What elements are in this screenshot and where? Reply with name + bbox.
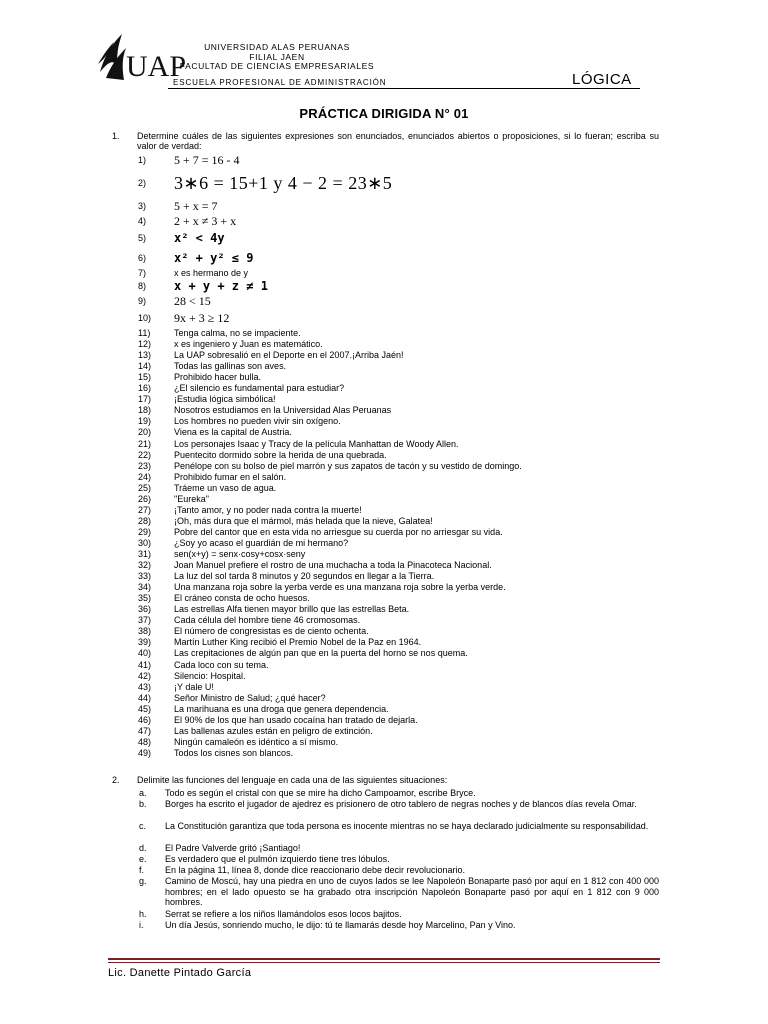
item-number: 1) <box>138 155 147 165</box>
item-text: Señor Ministro de Salud; ¿qué hacer? <box>174 692 326 703</box>
section-2-number: 2. <box>112 775 120 785</box>
item-text: El 90% de los que han usado cocaína han tratado de dejarla. <box>174 714 418 725</box>
header-divider <box>168 88 640 89</box>
section-2-instruction: Delimite las funciones del lenguaje en cada una de las siguientes situaciones: <box>137 775 448 785</box>
item-number: 39) <box>138 637 152 648</box>
item-text: x es ingeniero y Juan es matemático. <box>174 339 323 350</box>
item-number: 47) <box>138 725 152 736</box>
item-number: 3) <box>138 201 147 211</box>
item-letter: a. <box>139 788 147 798</box>
footer-author: Lic. Danette Pintado García <box>108 967 252 979</box>
item-text: ¡Tanto amor, y no poder nada contra la muerte! <box>174 504 362 515</box>
item-expression: 2 + x ≠ 3 + x <box>174 213 237 228</box>
item-expression: x² + y² ≤ 9 <box>174 250 254 265</box>
item-number: 8) <box>138 281 147 291</box>
item-text: Las ballenas azules están en peligro de extinción. <box>174 725 373 736</box>
item-letter: i. <box>139 920 144 930</box>
logo-text: UAP <box>126 50 187 83</box>
item-number: 46) <box>138 714 152 725</box>
item-number: 25) <box>138 482 152 493</box>
footer-divider-top <box>108 958 660 960</box>
item-text: Tenga calma, no se impaciente. <box>174 328 301 338</box>
item-text: Camino de Moscú, hay una piedra en uno de cuyos lados se lee Napoleón Bonaparte pasó por aquí en 1 812 con 400 000 hombres; en el lado opuesto se ha grabado otra inscripción Napoleón Bonaparte pasó por aquí en 1 812 con 9 000 hombres. <box>165 876 659 907</box>
item-number: 28) <box>138 515 152 526</box>
item-number: 42) <box>138 670 152 681</box>
item-text: Martín Luther King recibió el Premio Nobel de la Paz en 1964. <box>174 637 422 648</box>
item-letter: b. <box>139 799 147 809</box>
item-number: 22) <box>138 449 152 460</box>
item-number: 43) <box>138 681 152 692</box>
item-number: 4) <box>138 216 147 226</box>
item-text: Los personajes Isaac y Tracy de la película Manhattan de Woody Allen. <box>174 438 459 449</box>
item-text: Es verdadero que el pulmón izquierdo tiene tres lóbulos. <box>165 854 390 864</box>
item-text: Silencio: Hospital. <box>174 670 246 681</box>
item-letter: c. <box>139 821 147 831</box>
item-number: 24) <box>138 471 152 482</box>
item-number: 31) <box>138 549 152 559</box>
item-number: 45) <box>138 703 152 714</box>
item-text: La Constitución garantiza que toda persona es inocente mientras no se haya declarado judicialmente su responsabilidad. <box>165 821 649 831</box>
item-number: 36) <box>138 604 152 615</box>
item-letter: d. <box>139 843 147 853</box>
item-number: 20) <box>138 427 152 438</box>
item-number: 23) <box>138 460 152 471</box>
item-text: Las estrellas Alfa tienen mayor brillo que las estrellas Beta. <box>174 604 410 615</box>
item-number: 2) <box>138 178 147 188</box>
item-number: 34) <box>138 582 152 593</box>
item-number: 9) <box>138 296 147 306</box>
section-1-number: 1. <box>112 131 120 141</box>
item-text: Serrat se refiere a los niños llamándolos esos locos bajitos. <box>165 909 402 919</box>
item-text: El cráneo consta de ocho huesos. <box>174 593 310 604</box>
item-text: Prohibido hacer bulla. <box>174 372 262 383</box>
item-number: 21) <box>138 438 152 449</box>
item-expression: x + y + z ≠ 1 <box>174 278 268 293</box>
school-name: ESCUELA PROFESIONAL DE ADMINISTRACIÓN <box>173 78 387 87</box>
item-number: 48) <box>138 736 152 747</box>
item-text: La UAP sobresalió en el Deporte en el 2007.¡Arriba Jaén! <box>174 350 404 361</box>
item-number: 27) <box>138 504 152 515</box>
item-text: En la página 11, línea 8, donde dice reaccionario debe decir revolucionario. <box>165 865 466 875</box>
item-text: sen(x+y) = senx·cosy+cosx·seny <box>174 549 306 559</box>
item-text: Nosotros estudiamos en la Universidad Alas Peruanas <box>174 405 392 416</box>
item-text: Tráeme un vaso de agua. <box>174 482 277 493</box>
page-title: PRÁCTICA DIRIGIDA N° 01 <box>299 106 469 121</box>
item-text: La marihuana es una droga que genera dependencia. <box>174 703 389 714</box>
footer-divider-bottom <box>108 962 660 963</box>
section-1-instruction: Determine cuáles de las siguientes expresiones son enunciados, enunciados abiertos o proposiciones, si lo fueran; escriba su valor de verdad: <box>137 131 659 151</box>
item-text: La luz del sol tarda 8 minutos y 20 segundos en llegar a la Tierra. <box>174 571 435 582</box>
item-number: 41) <box>138 659 152 670</box>
item-number: 12) <box>138 339 152 350</box>
course-name: LÓGICA <box>572 71 632 88</box>
item-number: 40) <box>138 648 152 659</box>
item-number: 10) <box>138 313 152 323</box>
item-number: 30) <box>138 537 152 548</box>
item-number: 14) <box>138 361 152 372</box>
item-text: Borges ha escrito el jugador de ajedrez es prisionero de otro tablero de negras noches y de blancos días revela Omar. <box>165 799 637 809</box>
item-number: 5) <box>138 233 147 243</box>
uap-logo <box>96 28 187 86</box>
item-text: Todos los cisnes son blancos. <box>174 747 294 758</box>
item-text: Todo es según el cristal con que se mire ha dicho Campoamor, escribe Bryce. <box>165 788 476 798</box>
item-number: 37) <box>138 615 152 626</box>
item-text: "Eureka" <box>174 493 209 504</box>
item-letter: h. <box>139 909 147 919</box>
item-text: Penélope con su bolso de piel marrón y sus zapatos de tacón y su vestido de domingo. <box>174 460 522 471</box>
item-expression: 5 + x = 7 <box>174 198 218 213</box>
item-letter: e. <box>139 854 147 864</box>
item-number: 49) <box>138 747 152 758</box>
item-expression: 3∗6 = 15+1 y 4 − 2 = 23∗5 <box>174 172 393 193</box>
item-text: ¿El silencio es fundamental para estudiar? <box>174 383 345 394</box>
item-number: 32) <box>138 560 152 571</box>
item-number: 35) <box>138 593 152 604</box>
item-text: ¿Soy yo acaso el guardián de mi hermano? <box>174 537 349 548</box>
item-text: Una manzana roja sobre la yerba verde es una manzana roja sobre la yerba verde. <box>174 582 506 593</box>
item-number: 6) <box>138 253 147 263</box>
item-number: 19) <box>138 416 152 427</box>
faculty-name: FACULTAD DE CIENCIAS EMPRESARIALES <box>179 61 375 71</box>
item-text: Las crepitaciones de algún pan que en la puerta del horno se nos quema. <box>174 648 468 659</box>
item-text: Todas las gallinas son aves. <box>174 361 287 372</box>
item-expression: 5 + 7 = 16 - 4 <box>174 152 240 167</box>
item-text: x es hermano de y <box>174 268 249 278</box>
item-number: 16) <box>138 383 152 394</box>
item-text: Puentecito dormido sobre la herida de una quebrada. <box>174 449 387 460</box>
item-text: Cada loco con su tema. <box>174 659 269 670</box>
item-number: 17) <box>138 394 152 405</box>
university-name: UNIVERSIDAD ALAS PERUANAS <box>204 42 350 52</box>
item-text: ¡Oh, más dura que el mármol, más helada que la nieve, Galatea! <box>174 515 433 526</box>
item-text: Ningún camaleón es idéntico a sí mismo. <box>174 736 339 747</box>
item-text: Viena es la capital de Austria. <box>174 427 292 438</box>
item-text: ¡Y dale U! <box>174 681 214 692</box>
item-text: Pobre del cantor que en esta vida no arriesgue su cuerda por no arriesgar su vida. <box>174 526 503 537</box>
item-expression: x² < 4y <box>174 230 225 245</box>
item-number: 29) <box>138 526 152 537</box>
item-number: 44) <box>138 692 152 703</box>
item-number: 7) <box>138 268 147 278</box>
filial-name: FILIAL JAEN <box>249 52 305 62</box>
item-number: 38) <box>138 626 152 637</box>
item-number: 11) <box>138 328 151 338</box>
item-expression: 9x + 3 ≥ 12 <box>174 310 230 325</box>
item-text: Prohibido fumar en el salón. <box>174 471 287 482</box>
item-text: Un día Jesús, sonriendo mucho, le dijo: tú te llamarás desde hoy Marcelino, Pan y Vino. <box>165 920 516 930</box>
item-number: 13) <box>138 350 152 361</box>
item-letter: f. <box>139 865 145 875</box>
item-text: ¡Estudia lógica simbólica! <box>174 394 276 405</box>
item-text: El número de congresistas es de ciento ochenta. <box>174 626 369 637</box>
item-number: 33) <box>138 571 152 582</box>
item-letter: g. <box>139 876 147 886</box>
item-text: El Padre Valverde gritó ¡Santiago! <box>165 843 301 853</box>
item-text: Cada célula del hombre tiene 46 cromosomas. <box>174 615 361 626</box>
item-expression: 28 < 15 <box>174 293 211 308</box>
item-text: Joan Manuel prefiere el rostro de una muchacha a toda la Pinacoteca Nacional. <box>174 560 492 571</box>
item-number: 15) <box>138 372 152 383</box>
item-number: 18) <box>138 405 152 416</box>
item-number: 26) <box>138 493 152 504</box>
item-text: Los hombres no pueden vivir sin oxígeno. <box>174 416 341 427</box>
